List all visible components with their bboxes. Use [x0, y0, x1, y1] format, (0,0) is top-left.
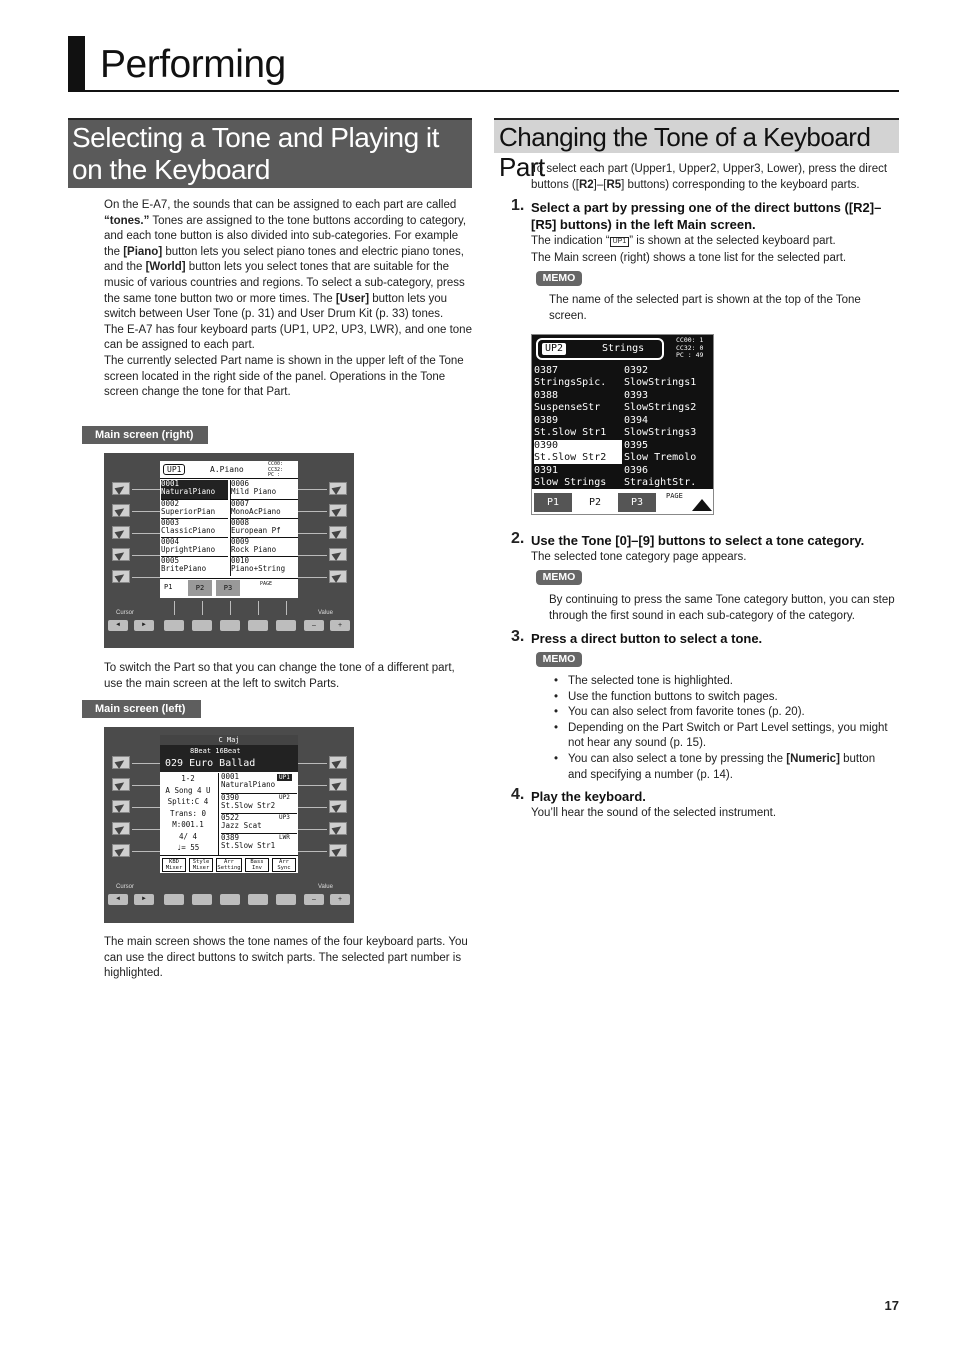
part-indicator: UP2: [542, 343, 566, 355]
page-label: PAGE: [666, 492, 683, 500]
intro-paragraph-1: On the E-A7, the sounds that can be assigned to each part are called “tones.” Tones are assigned to the tone buttons according to category, and each tone button is also divided into sub-categories. For example the [Piano] button lets you select piano tones and electric piano tones, and the [World] button lets you select tones that are suitable for the music of various countries and regions. To select a sub-category, press the same tone button two or more times. The [User] button lets you switch between User Tone (p. 31) and User Drum Kit (p. 33) tones.: [104, 199, 467, 321]
step-1-memo-text: The name of the selected part is shown at the top of the Tone screen.: [549, 294, 861, 322]
tab-p1[interactable]: P1: [534, 493, 572, 512]
direct-button-r5[interactable]: [329, 570, 347, 583]
mixer-buttons-row: [160, 855, 298, 874]
tone-cell[interactable]: 0388 SuspenseStr: [534, 390, 622, 414]
direct-button-r4[interactable]: [329, 822, 347, 835]
direct-button-r1[interactable]: [329, 482, 347, 495]
step-1-sub-1: The indication “ UP1 ” is shown at the selected keyboard part.: [531, 235, 836, 247]
step-3-heading: Press a direct button to select a tone.: [531, 631, 763, 646]
function-button-3[interactable]: [220, 894, 240, 905]
bullet-item: • Use the function buttons to switch pages.: [550, 690, 895, 706]
part-row-up1[interactable]: 0001 NaturalPiano: [221, 773, 276, 789]
left-section-title: Selecting a Tone and Playing it on the Keyboard: [72, 122, 439, 185]
chapter-rule: [68, 90, 899, 92]
cursor-left-button[interactable]: ◄: [108, 620, 128, 631]
style-display: [160, 745, 298, 772]
step-2-sub: The selected tone category page appears.: [531, 551, 747, 563]
step-2-heading: Use the Tone [0]–[9] buttons to select a tone category.: [531, 533, 865, 548]
value-label: Value: [318, 610, 333, 616]
direct-button-l3[interactable]: [112, 800, 130, 813]
intro-paragraph-2: The E-A7 has four keyboard parts (UP1, UP2, UP3, LWR), and one tone can be assigned to each part.: [104, 323, 472, 352]
direct-button-l4[interactable]: [112, 548, 130, 561]
part-label-up1: UP1: [279, 774, 290, 781]
direct-button-l5[interactable]: [112, 844, 130, 857]
direct-button-r2[interactable]: [329, 778, 347, 791]
bullet-item: • The selected tone is highlighted.: [550, 674, 895, 690]
right-section-title: Changing the Tone of a Keyboard Part: [499, 122, 871, 182]
step-3-bullets: [550, 674, 895, 783]
value-label: Value: [318, 884, 333, 890]
step-1-number: 1.: [511, 197, 525, 214]
function-button-5[interactable]: [276, 894, 296, 905]
intro-paragraph-3: The currently selected Part name is shown in the upper left of the Tone screen located in the right side of the panel. Operations in the Tone screen change the tone for that Part.: [104, 354, 464, 399]
left-outro-text: The main screen shows the tone names of the four keyboard parts. You can use the direct buttons to switch parts. The selected part number is highlighted.: [104, 936, 468, 980]
part-label-lwr: LWR: [279, 834, 290, 841]
arr-setting-button[interactable]: Arr Setting: [217, 859, 241, 871]
function-button-2[interactable]: [192, 894, 212, 905]
tone-cell[interactable]: 0008 European Pf: [230, 518, 298, 538]
tab-p3[interactable]: P3: [618, 493, 656, 512]
step-3-number: 3.: [511, 628, 525, 645]
cursor-right-button[interactable]: ►: [134, 620, 154, 631]
direct-button-r4[interactable]: [329, 548, 347, 561]
direct-button-r3[interactable]: [329, 526, 347, 539]
tone-cell[interactable]: 0009 Rock Piano: [230, 537, 298, 557]
part-label-up3: UP3: [279, 814, 290, 821]
chapter-marker: [68, 36, 85, 90]
step-4-heading: Play the keyboard.: [531, 789, 646, 804]
lcd-main-screen: [160, 735, 298, 873]
tone-cell[interactable]: 0006 Mild Piano: [230, 480, 298, 499]
part-row-lwr[interactable]: 0389 St.Slow Str1: [221, 833, 297, 853]
memo-badge: MEMO: [536, 652, 582, 667]
direct-button-r5[interactable]: [329, 844, 347, 857]
tone-screen: [531, 334, 714, 515]
tone-cell[interactable]: 0010 Piano+String: [230, 556, 298, 576]
value-minus-button[interactable]: –: [304, 894, 324, 905]
style-category: 8Beat 16Beat: [190, 747, 241, 755]
tab-p1[interactable]: P1: [164, 583, 173, 591]
tone-cell[interactable]: 0393 SlowStrings2: [624, 390, 712, 414]
page-number: 17: [884, 1298, 899, 1313]
tone-cell[interactable]: 0002 SuperiorPian: [161, 499, 228, 519]
part-row-up2[interactable]: 0390 St.Slow Str2: [221, 793, 297, 813]
direct-button-r3[interactable]: [329, 800, 347, 813]
tab-p2[interactable]: P2: [188, 580, 212, 596]
direct-button-l5[interactable]: [112, 570, 130, 583]
function-button-2[interactable]: [192, 620, 212, 631]
tone-cell[interactable]: 0005 BritePiano: [161, 556, 228, 576]
tab-p2[interactable]: P2: [588, 497, 602, 508]
lcd-tone-list: [160, 461, 298, 598]
tone-cell[interactable]: 0387 StringsSpic.: [534, 365, 622, 389]
tone-cell[interactable]: 0001 NaturalPiano: [161, 480, 228, 499]
cc-readout: CC00: 1 CC32: 0 PC : 49: [676, 336, 704, 359]
direct-button-l3[interactable]: [112, 526, 130, 539]
label-main-screen-right: Main screen (right): [82, 426, 208, 444]
page-tabs: [532, 491, 713, 514]
tone-cell-selected[interactable]: 0390 St.Slow Str2: [534, 440, 622, 464]
chapter-title: Performing: [100, 43, 286, 86]
part-row-up3[interactable]: 0522 Jazz Scat: [221, 813, 297, 833]
cursor-label: Cursor: [116, 610, 135, 616]
page-tabs: [160, 578, 298, 599]
function-button-4[interactable]: [248, 894, 268, 905]
step-4-sub: You’ll hear the sound of the selected instrument.: [531, 807, 777, 819]
tone-cell[interactable]: 0389 St.Slow Str1: [534, 415, 622, 439]
direct-button-l1[interactable]: [112, 756, 130, 769]
left-section-header: [68, 118, 472, 188]
parts-panel: [218, 773, 299, 855]
bullet-item: • Depending on the Part Switch or Part Level settings, you might not hear any sound (p. 15).: [550, 721, 895, 752]
step-1-sub-2: The Main screen (right) shows a tone list for the selected part.: [531, 252, 847, 264]
tone-cell[interactable]: 0392 SlowStrings1: [624, 365, 712, 389]
up1-indicator-icon: UP1: [610, 237, 630, 247]
tone-cell[interactable]: 0004 UprightPiano: [161, 537, 228, 557]
tone-cell[interactable]: 0395 Slow Tremolo: [624, 440, 712, 464]
key-display: C Maj: [160, 735, 298, 745]
direct-button-l4[interactable]: [112, 822, 130, 835]
function-button-5[interactable]: [276, 620, 296, 631]
direct-button-r2[interactable]: [329, 504, 347, 517]
right-intro-text: To select each part (Upper1, Upper2, Upper3, Lower), press the direct buttons ([R2]–[R5] buttons) corresponding to the keyboard parts.: [531, 163, 888, 191]
cc-readout: CC00: CC32: PC :: [268, 461, 284, 478]
value-minus-button[interactable]: –: [304, 620, 324, 631]
cursor-label: Cursor: [116, 884, 135, 890]
function-button-3[interactable]: [220, 620, 240, 631]
bullet-item: • You can also select from favorite tones (p. 20).: [550, 705, 895, 721]
part-indicator: UP1: [163, 464, 185, 475]
category-name: Strings: [602, 343, 645, 354]
step-1-heading: Select a part by pressing one of the direct buttons ([R2]–[R5] buttons) in the left Main screen.: [531, 200, 882, 232]
function-button-1[interactable]: [164, 894, 184, 905]
part-tone-box: [536, 338, 664, 360]
value-plus-button[interactable]: +: [330, 894, 350, 905]
bass-inv-button[interactable]: Bass Inv: [245, 858, 269, 872]
switch-part-text: To switch the Part so that you can change the tone of a different part, use the main screen at the left to switch Parts.: [104, 662, 455, 690]
tab-p3[interactable]: P3: [216, 580, 240, 596]
style-mixer-button[interactable]: Style Mixer: [189, 858, 213, 872]
left-intro: [104, 198, 474, 401]
tone-cell[interactable]: 0007 MonoAcPiano: [230, 499, 298, 519]
step-2-memo-text: By continuing to press the same Tone category button, you can step through the first sound in each sub-category of the category.: [549, 594, 895, 622]
function-button-1[interactable]: [164, 620, 184, 631]
bullet-item: • You can also select a tone by pressing the [Numeric] button and specifying a number (p. 14).: [550, 752, 895, 783]
style-name: 029 Euro Ballad: [165, 758, 256, 769]
direct-button-l1[interactable]: [112, 482, 130, 495]
direct-button-l2[interactable]: [112, 778, 130, 791]
cursor-right-button[interactable]: ►: [134, 894, 154, 905]
tone-cell[interactable]: 0396 StraightStr.: [624, 465, 712, 489]
device-main-screen-right: [104, 453, 354, 648]
memo-badge: MEMO: [536, 271, 582, 286]
part-label-up2: UP2: [279, 794, 290, 801]
kbd-mixer-button[interactable]: KBD Mixer: [162, 858, 186, 872]
tone-cell[interactable]: 0394 SlowStrings3: [624, 415, 712, 439]
step-2-number: 2.: [511, 530, 525, 547]
direct-button-l2[interactable]: [112, 504, 130, 517]
song-info-panel: 1-2 A Song 4 U Split:C 4 Trans: 0 M:001.1 4/ 4 ♩= 55: [165, 774, 211, 852]
cursor-left-button[interactable]: ◄: [108, 894, 128, 905]
value-plus-button[interactable]: +: [330, 620, 350, 631]
tone-cell[interactable]: 0003 ClassicPiano: [161, 518, 228, 538]
tone-cell[interactable]: 0391 Slow Strings: [534, 465, 622, 489]
category-name: A.Piano: [210, 465, 244, 474]
function-button-4[interactable]: [248, 620, 268, 631]
device-main-screen-left: [104, 727, 354, 923]
memo-badge: MEMO: [536, 570, 582, 585]
page-label: PAGE: [260, 581, 273, 587]
page-triangle-icon: [692, 499, 712, 511]
label-main-screen-left: Main screen (left): [82, 700, 201, 718]
direct-button-r1[interactable]: [329, 756, 347, 769]
step-4-number: 4.: [511, 786, 525, 803]
arr-sync-button[interactable]: Arr Sync: [272, 858, 296, 872]
